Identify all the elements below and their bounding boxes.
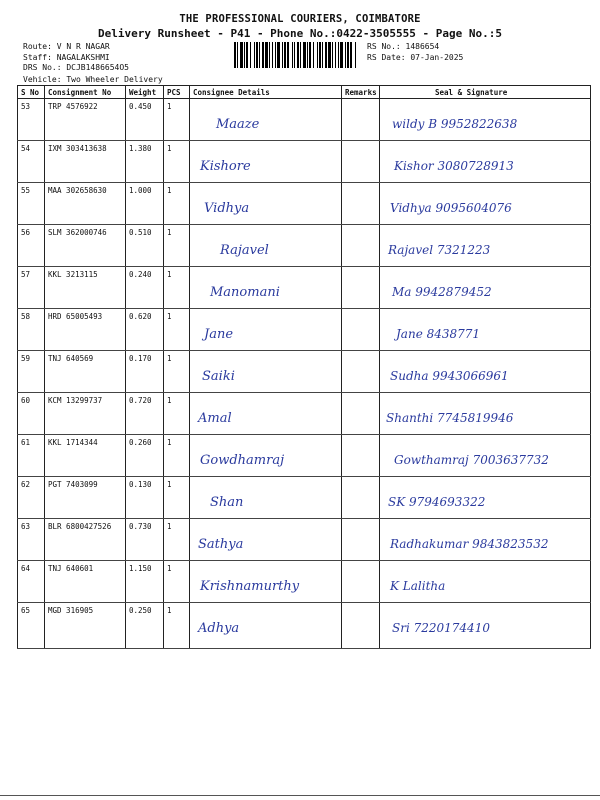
consignment-text: SLM 362000746 [48,228,107,237]
weight-cell [126,141,164,183]
remarks-cell [342,351,380,393]
signature-handwriting: Kishor 3080728913 [394,159,514,173]
col-consignee: Consignee Details [190,86,342,99]
table-row [18,561,591,603]
pcs-cell [164,435,190,477]
signature-cell [380,603,591,649]
consignment-text: MAA 302658630 [48,186,107,195]
consignment-text: PGT 7403099 [48,480,98,489]
consignee-cell [190,561,342,603]
remarks-cell [342,435,380,477]
runsheet-table [17,85,591,649]
weight-text: 0.170 [129,354,152,363]
pcs-text: 1 [167,396,172,405]
signature-handwriting: K Lalitha [390,579,446,593]
consignee-cell [190,183,342,225]
weight-text: 0.260 [129,438,152,447]
col-signature: Seal & Signature [380,86,591,99]
col-consignment: Consignment No [45,86,126,99]
consignee-handwriting: Maaze [216,117,260,132]
remarks-cell [342,603,380,649]
pcs-cell [164,141,190,183]
barcode [234,42,356,68]
consignment-cell [45,603,126,649]
signature-handwriting: Sudha 9943066961 [390,369,509,383]
weight-text: 0.240 [129,270,152,279]
consignee-handwriting: Saiki [202,369,235,384]
remarks-cell [342,519,380,561]
table-row [18,393,591,435]
sno-text: 64 [21,564,31,573]
table-row [18,99,591,141]
consignee-cell [190,519,342,561]
col-pcs: PCS [164,86,190,99]
consignee-handwriting: Jane [204,327,234,342]
weight-text: 0.250 [129,606,152,615]
pcs-text: 1 [167,186,172,195]
pcs-text: 1 [167,354,172,363]
signature-cell [380,435,591,477]
consignee-cell [190,435,342,477]
signature-cell [380,351,591,393]
sno-text: 65 [21,606,31,615]
sno-cell [18,351,45,393]
signature-cell [380,561,591,603]
pcs-text: 1 [167,312,172,321]
consignment-text: KKL 1714344 [48,438,98,447]
consignee-handwriting: Manomani [210,285,280,300]
pcs-cell [164,225,190,267]
consignment-cell [45,309,126,351]
consignee-handwriting: Kishore [200,159,251,174]
weight-cell [126,99,164,141]
col-remarks: Remarks [342,86,380,99]
weight-text: 1.380 [129,144,152,153]
remarks-cell [342,309,380,351]
weight-cell [126,561,164,603]
sno-cell [18,183,45,225]
signature-handwriting: Radhakumar 9843823532 [390,537,549,551]
pcs-cell [164,477,190,519]
sno-text: 59 [21,354,31,363]
pcs-text: 1 [167,438,172,447]
consignment-cell [45,225,126,267]
remarks-cell [342,183,380,225]
consignee-handwriting: Amal [198,411,232,426]
consignee-cell [190,603,342,649]
consignment-text: BLR 6800427526 [48,522,112,531]
weight-cell [126,435,164,477]
runsheet-subtitle: Delivery Runsheet - P41 - Phone No.:0422-3505555 - Page No.:5 [98,27,502,40]
weight-text: 1.000 [129,186,152,195]
table-row [18,603,591,649]
weight-cell [126,477,164,519]
pcs-cell [164,183,190,225]
consignment-text: TNJ 640601 [48,564,94,573]
consignee-handwriting: Sathya [198,537,244,552]
consignee-cell [190,351,342,393]
col-sno: S No [18,86,45,99]
consignment-cell [45,561,126,603]
pcs-text: 1 [167,480,172,489]
signature-handwriting: Ma 9942879452 [392,285,492,299]
consignment-text: HRD 65005493 [48,312,103,321]
signature-handwriting: Gowthamraj 7003637732 [394,453,549,467]
sno-text: 54 [21,144,31,153]
col-weight: Weight [126,86,164,99]
weight-cell [126,519,164,561]
consignment-cell [45,435,126,477]
table-row [18,309,591,351]
consignee-handwriting: Gowdhamraj [200,453,285,468]
sno-cell [18,225,45,267]
consignment-text: IXM 303413638 [48,144,107,153]
meta-left [23,42,129,74]
consignment-text: MGD 316905 [48,606,94,615]
signature-cell [380,519,591,561]
remarks-cell [342,99,380,141]
consignee-handwriting: Vidhya [204,201,250,216]
consignee-handwriting: Adhya [198,621,240,636]
pcs-cell [164,603,190,649]
table-row [18,477,591,519]
sno-text: 55 [21,186,31,195]
sno-text: 62 [21,480,31,489]
pcs-text: 1 [167,102,172,111]
consignee-handwriting: Krishnamurthy [200,579,300,594]
weight-text: 0.620 [129,312,152,321]
weight-text: 0.450 [129,102,152,111]
signature-cell [380,393,591,435]
weight-text: 0.510 [129,228,152,237]
remarks-cell [342,561,380,603]
pcs-cell [164,309,190,351]
staff: Staff: NAGALAKSHMI [23,52,110,62]
consignee-cell [190,141,342,183]
consignment-text: KCM 13299737 [48,396,103,405]
signature-handwriting: Jane 8438771 [396,327,481,341]
consignee-cell [190,477,342,519]
remarks-cell [342,393,380,435]
consignment-cell [45,519,126,561]
consignee-cell [190,267,342,309]
pcs-cell [164,351,190,393]
table-row [18,183,591,225]
vehicle: Vehicle: Two Wheeler Delivery [23,75,163,84]
signature-cell [380,309,591,351]
sno-cell [18,393,45,435]
pcs-text: 1 [167,144,172,153]
remarks-cell [342,267,380,309]
signature-handwriting: Sri 7220174410 [392,621,490,635]
signature-cell [380,267,591,309]
sno-cell [18,435,45,477]
signature-cell [380,99,591,141]
sno-text: 60 [21,396,31,405]
table-row [18,225,591,267]
table-row [18,519,591,561]
weight-text: 1.150 [129,564,152,573]
sno-cell [18,561,45,603]
consignment-cell [45,99,126,141]
weight-text: 0.720 [129,396,152,405]
sno-text: 53 [21,102,31,111]
remarks-cell [342,141,380,183]
consignment-cell [45,183,126,225]
table-row [18,141,591,183]
table-row [18,435,591,477]
sno-cell [18,603,45,649]
table-header [18,86,591,99]
signature-cell [380,183,591,225]
sno-cell [18,99,45,141]
consignment-cell [45,141,126,183]
consignee-handwriting: Rajavel [220,243,269,258]
sno-cell [18,477,45,519]
sno-text: 61 [21,438,31,447]
weight-cell [126,351,164,393]
pcs-text: 1 [167,270,172,279]
pcs-cell [164,561,190,603]
weight-text: 0.730 [129,522,152,531]
consignment-cell [45,351,126,393]
consignment-text: KKL 3213115 [48,270,98,279]
remarks-cell [342,477,380,519]
sno-cell [18,309,45,351]
consignee-handwriting: Shan [210,495,244,510]
consignment-text: TNJ 640569 [48,354,94,363]
consignment-cell [45,393,126,435]
pcs-text: 1 [167,606,172,615]
sno-cell [18,267,45,309]
company-title: THE PROFESSIONAL COURIERS, COIMBATORE [179,13,421,25]
route: Route: V N R NAGAR [23,42,110,51]
consignment-text: TRP 4576922 [48,102,98,111]
rs-number: RS No.: 1486654 [367,42,440,51]
table-row [18,267,591,309]
sno-text: 56 [21,228,31,237]
drs-number: DRS No.: DCJB1486654O5 [23,63,129,72]
signature-handwriting: Shanthi 7745819946 [386,411,514,425]
signature-handwriting: Vidhya 9095604076 [390,201,512,215]
pcs-text: 1 [167,564,172,573]
table-row [18,351,591,393]
sno-text: 58 [21,312,31,321]
sno-text: 57 [21,270,31,279]
remarks-cell [342,225,380,267]
pcs-text: 1 [167,522,172,531]
sno-text: 63 [21,522,31,531]
weight-cell [126,267,164,309]
pcs-text: 1 [167,228,172,237]
consignment-cell [45,267,126,309]
pcs-cell [164,519,190,561]
sno-cell [18,519,45,561]
weight-text: 0.130 [129,480,152,489]
signature-handwriting: SK 9794693322 [388,495,486,509]
consignee-cell [190,393,342,435]
weight-cell [126,183,164,225]
weight-cell [126,603,164,649]
consignee-cell [190,309,342,351]
signature-handwriting: Rajavel 7321223 [388,243,491,257]
consignee-cell [190,99,342,141]
sno-cell [18,141,45,183]
pcs-cell [164,393,190,435]
rs-date: RS Date: 07-Jan-2025 [367,52,464,62]
signature-cell [380,225,591,267]
weight-cell [126,225,164,267]
signature-cell [380,141,591,183]
pcs-cell [164,267,190,309]
signature-cell [380,477,591,519]
pcs-cell [164,99,190,141]
signature-handwriting: wildy B 9952822638 [392,117,518,131]
bottom-rule [0,795,600,796]
consignee-cell [190,225,342,267]
weight-cell [126,309,164,351]
meta-right [367,42,463,63]
consignment-cell [45,477,126,519]
weight-cell [126,393,164,435]
